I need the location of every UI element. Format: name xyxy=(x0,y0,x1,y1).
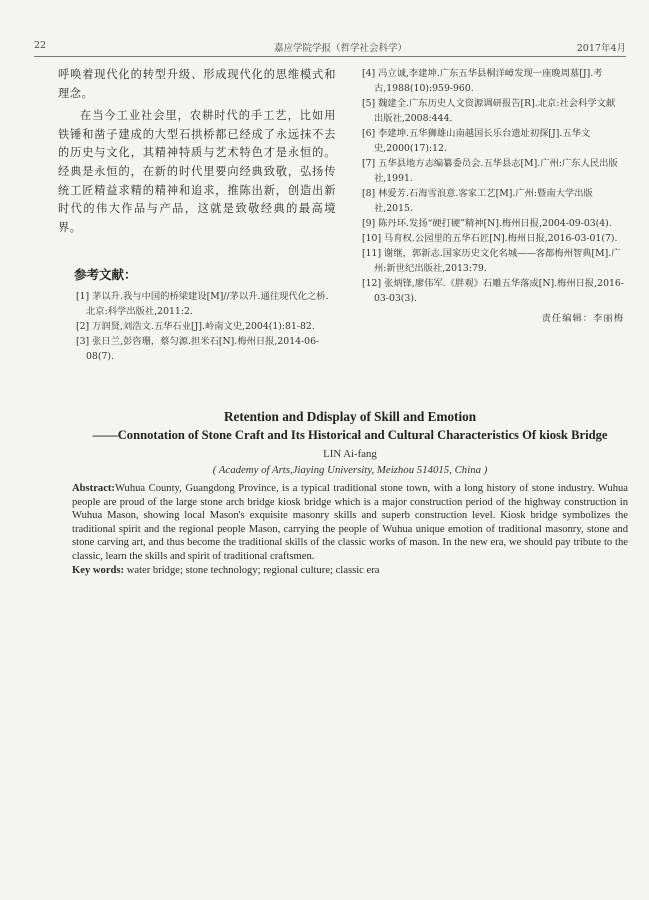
reference-item: [1] 茅以升.我与中国的桥梁建设[M]//茅以升.通往现代化之桥.北京:科学出版社,2011:2. xyxy=(76,291,329,318)
english-subtitle: ——Connotation of Stone Craft and Its Historical and Cultural Characteristics Of kiosk Bridge xyxy=(92,428,608,442)
reference-item: [2] 万润贤,刘浩文.五华石业[J].岭南文史,2004(1):81-82. xyxy=(76,321,315,333)
keywords-text: water bridge; stone technology; regional culture; classic era xyxy=(124,564,380,576)
keywords-label: Key words: xyxy=(72,564,125,576)
page-number: 22 xyxy=(34,40,47,51)
abstract-label: Abstract: xyxy=(72,483,115,494)
author-name: LIN Ai-fang xyxy=(323,448,377,460)
responsible-editor: 责任编辑：李丽梅 xyxy=(541,313,624,324)
references-heading: 参考文献： xyxy=(74,267,137,283)
reference-item: [8] 林爱芳.石海雪浪意.客家工艺[M].广州:暨南大学出版社,2015. xyxy=(362,188,593,214)
english-title: Retention and Ddisplay of Skill and Emotion xyxy=(223,409,477,424)
reference-item: [10] 马育权.公园里的五华石匠[N].梅州日报,2016-03-01(7). xyxy=(362,233,618,244)
reference-item: [11] 谢继，郭新志.国家历史文化名城——客都梅州智典[M].广州:新世纪出版社,2013:79. xyxy=(362,248,621,274)
reference-item: [6] 李建坤.五华狮雄山南越国长乐台遗址初探[J].五华文史,2000(17):12. xyxy=(362,128,591,154)
journal-name: 嘉应学院学报（哲学社会科学） xyxy=(274,43,408,54)
keywords xyxy=(72,564,628,578)
abstract xyxy=(72,482,628,564)
running-header xyxy=(34,40,626,57)
english-abstract-section xyxy=(72,408,628,577)
reference-item: [4] 冯立诚,李建坤.广东五华县桐洋嶂发现一座晚周墓[J].考古,1988(10):959-960. xyxy=(362,68,603,94)
body-paragraph: 在当今工业社会里，农耕时代的手工艺，比如用铁锤和凿子建成的大型石拱桥都已经成了永远抹不去的历史与文化，其精神特质与艺术特色才是永恒的。经典是永恒的，在新的时代里要向经典致敬，弘扬传统工匠精益求精的精神和追求，推陈出新，创造出新时代的伟大作品与产品，这就是致敬经典的最高境界。 xyxy=(58,109,336,234)
body-paragraph: 呼唤着现代化的转型升级、形成现代化的思维模式和理念。 xyxy=(58,68,336,100)
abstract-text: Wuhua County, Guangdong Province, is a typical traditional stone town, with a long history of stone industry. Wuhua people are proud of the large stone arch bridge kiosk bridge which is a major construction period of the highway construction in Wuhua Mason, showing local Mason's exquisite masonry skills and superb construction level. Kiosk bridge symbolizes the traditional spirit and the regional people Mason, carrying the people of Wuhua unique emotion of traditional masonry, stone and stone carving art, and thus become the traditional skills of the classic works of mason. In the new era, we should pay tribute to the classic, learn the skills and spirit of traditional craftsmen. xyxy=(72,483,628,562)
reference-item: [3] 张日兰,彭咨珊，蔡匀源.担米石[N].梅州日报,2014-06-08(7). xyxy=(76,336,320,363)
right-column xyxy=(362,66,624,324)
left-column xyxy=(58,66,336,364)
issue-date: 2017年4月 xyxy=(576,43,626,54)
reference-item: [7] 五华县地方志编纂委员会.五华县志[M].广州:广东人民出版社,1991. xyxy=(362,158,618,184)
reference-item: [9] 陈丹环.发扬“硬打硬”精神[N].梅州日报,2004-09-03(4). xyxy=(362,218,612,229)
reference-item: [12] 张炳锋,廖伟军.《胖观》石雕五华落成[N].梅州日报,2016-03-03(3). xyxy=(362,278,624,304)
reference-item: [5] 魏建全.广东历史人文资源调研报告[R].北京:社会科学文献出版社,2008:444. xyxy=(362,98,616,124)
author-affiliation: ( Academy of Arts,Jiaying University, Meizhou 514015, China ) xyxy=(212,464,488,476)
